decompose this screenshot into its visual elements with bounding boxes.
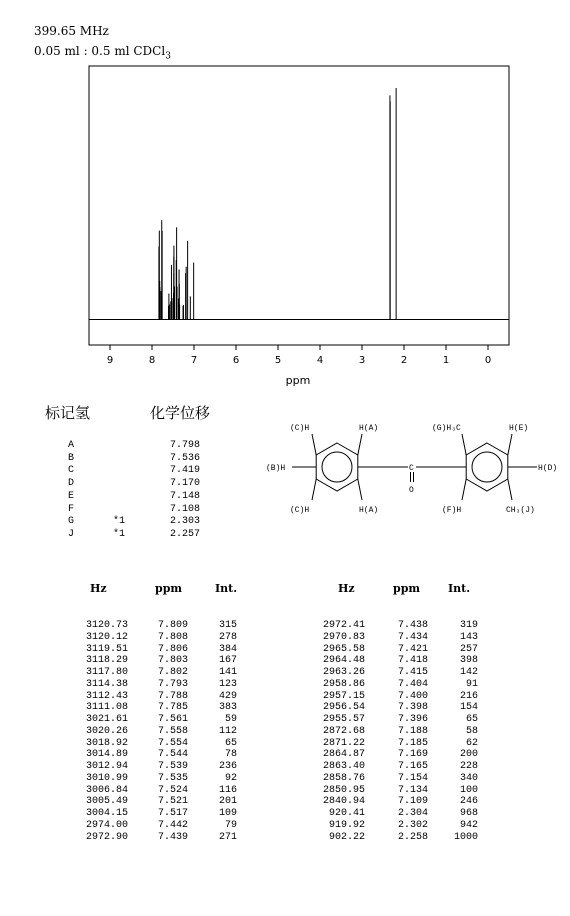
peak-table-cell: 65 xyxy=(224,737,237,749)
assign-shift: 7.419 xyxy=(170,465,201,477)
peak-table-cell: 7.554 xyxy=(157,737,188,749)
carbonyl-oxygen: O xyxy=(409,486,414,495)
peak-table-cell: 92 xyxy=(224,772,237,784)
peak-table-cell: 2872.68 xyxy=(322,725,365,737)
peak-table-cell: 3112.43 xyxy=(85,690,128,702)
right-ring-circle xyxy=(472,452,502,482)
assign-label: A xyxy=(68,440,75,451)
peak-table-right-int-header: Int. xyxy=(448,582,471,595)
peak-group xyxy=(159,88,396,320)
peak-table-cell: 7.803 xyxy=(157,655,188,667)
peak-table-cell: 79 xyxy=(224,819,237,831)
peak-table-cell: 7.109 xyxy=(397,796,428,808)
peak-table-cell: 7.521 xyxy=(157,796,188,808)
peak-table-left-hz-header: Hz xyxy=(90,582,107,595)
peak-table-cell: 58 xyxy=(465,725,478,737)
peak-table-cell: 3006.84 xyxy=(85,784,128,796)
peak-table-right-int xyxy=(440,620,478,843)
peak-table-cell: 2858.76 xyxy=(322,772,365,784)
peak-table-cell: 3120.12 xyxy=(85,631,128,643)
spectrometer-frequency: 399.65 MHz xyxy=(34,24,109,38)
peak-table-cell: 7.438 xyxy=(397,620,428,631)
peak-table-cell: 2964.48 xyxy=(322,655,365,667)
peak-table-cell: 2.304 xyxy=(397,808,428,819)
peak-table-cell: 59 xyxy=(224,714,237,725)
peak-table-cell: 319 xyxy=(459,620,478,631)
peak-table-cell: 2956.54 xyxy=(322,702,365,714)
peak-table-left-hz xyxy=(70,620,128,843)
peak-table-cell: 2965.58 xyxy=(322,643,365,655)
peak-table-cell: 78 xyxy=(224,749,237,761)
peak-table-cell: 2970.83 xyxy=(322,631,365,643)
label-e-top: H(E) xyxy=(509,424,529,433)
peak-table-cell: 902.22 xyxy=(328,831,365,843)
x-tick-label: 3 xyxy=(358,355,366,366)
peak-table-cell: 942 xyxy=(459,819,478,831)
peak-table-cell: 7.544 xyxy=(157,749,188,761)
peak-table-cell: 7.396 xyxy=(397,714,428,725)
peak-table-cell: 398 xyxy=(459,655,478,667)
peak-table-cell: 7.439 xyxy=(157,831,188,843)
assign-shift-header: 化学位移 xyxy=(150,404,211,422)
left-ring-circle xyxy=(322,452,352,482)
peak-table-cell: 1000 xyxy=(453,831,478,843)
peak-table-cell: 3012.94 xyxy=(85,761,128,772)
peak-table-cell: 7.185 xyxy=(397,737,428,749)
peak-table-cell: 3117.80 xyxy=(85,667,128,678)
peak-table-cell: 246 xyxy=(459,796,478,808)
peak-table-cell: 2957.15 xyxy=(322,690,365,702)
x-tick-label: 2 xyxy=(400,355,408,366)
assign-note: *1 xyxy=(113,516,126,528)
peak-table-cell: 3118.29 xyxy=(85,655,128,667)
peak-table-cell: 112 xyxy=(218,725,237,737)
peak-table-cell: 7.169 xyxy=(397,749,428,761)
peak-table-cell: 2864.87 xyxy=(322,749,365,761)
peak-table-cell: 143 xyxy=(459,631,478,643)
peak-table-cell: 7.558 xyxy=(157,725,188,737)
peak-table-cell: 216 xyxy=(459,690,478,702)
peak-table-cell: 384 xyxy=(218,643,237,655)
peak-table-right-ppm xyxy=(385,620,428,843)
peak-table-right-ppm-header: ppm xyxy=(393,582,421,595)
peak-table-cell: 7.134 xyxy=(397,784,428,796)
peak-table-cell: 271 xyxy=(218,831,237,843)
peak-table-cell: 278 xyxy=(218,631,237,643)
peak-table-cell: 7.188 xyxy=(397,725,428,737)
peak-table-cell: 2.258 xyxy=(397,831,428,843)
label-d-right: H(D) xyxy=(538,464,558,473)
peak-table-cell: 3004.15 xyxy=(85,808,128,819)
peak-table-cell: 7.806 xyxy=(157,643,188,655)
peak-table-cell: 2963.26 xyxy=(322,667,365,678)
peak-table-cell: 3020.26 xyxy=(85,725,128,737)
peak-table-right-hz xyxy=(305,620,365,843)
peak-table-cell: 3114.38 xyxy=(85,678,128,690)
peak-table-cell: 257 xyxy=(459,643,478,655)
peak-table-cell: 7.421 xyxy=(397,643,428,655)
peak-table-cell: 7.418 xyxy=(397,655,428,667)
peak-table-cell: 7.561 xyxy=(157,714,188,725)
peak-table-cell: 3119.51 xyxy=(85,643,128,655)
peak-table-cell: 91 xyxy=(465,678,478,690)
peak-table-cell: 2.302 xyxy=(397,819,428,831)
peak-table-cell: 3120.73 xyxy=(85,620,128,631)
peak-table-cell: 3018.92 xyxy=(85,737,128,749)
peak-table-left-int-header: Int. xyxy=(215,582,238,595)
assign-shift: 2.257 xyxy=(170,528,201,540)
peak-table-cell: 200 xyxy=(459,749,478,761)
peak-table-left-ppm-header: ppm xyxy=(155,582,183,595)
peak-table-cell: 920.41 xyxy=(328,808,365,819)
peak-table-cell: 236 xyxy=(218,761,237,772)
assign-label: C xyxy=(68,465,75,477)
x-axis xyxy=(107,345,491,366)
peak-table-cell: 142 xyxy=(459,667,478,678)
x-tick-label: 4 xyxy=(316,355,324,366)
peak-table-cell: 116 xyxy=(218,784,237,796)
peak-table-cell: 7.415 xyxy=(397,667,428,678)
peak-table-cell: 7.400 xyxy=(397,690,428,702)
x-axis-label: ppm xyxy=(285,374,311,387)
assign-label: J xyxy=(68,528,75,540)
peak-table-cell: 7.524 xyxy=(157,784,188,796)
peak-table-cell: 2863.40 xyxy=(322,761,365,772)
label-a-bottom: H(A) xyxy=(359,506,379,515)
peak-table-cell: 2955.57 xyxy=(322,714,365,725)
peak-table-cell: 7.442 xyxy=(157,819,188,831)
peak-table-cell: 2958.86 xyxy=(322,678,365,690)
x-tick-label: 7 xyxy=(190,355,198,366)
peak-table-cell: 7.404 xyxy=(397,678,428,690)
peak-table-cell: 2972.41 xyxy=(322,620,365,631)
label-b-left: (B)H xyxy=(266,464,286,473)
assign-shift: 7.148 xyxy=(170,490,201,502)
label-f-bottom: (F)H xyxy=(442,506,462,515)
peak-table-cell: 7.165 xyxy=(397,761,428,772)
assign-shift: 7.170 xyxy=(170,478,201,490)
peak-table-cell: 100 xyxy=(459,784,478,796)
nmr-spectrum-chart xyxy=(0,0,570,400)
peak-table-cell: 7.788 xyxy=(157,690,188,702)
peak-table-cell: 340 xyxy=(459,772,478,784)
carbonyl-carbon: C xyxy=(409,464,414,473)
assign-shift: 7.536 xyxy=(170,452,201,464)
peak-table-cell: 167 xyxy=(218,655,237,667)
solution-text: 0.05 ml : 0.5 ml CDCl xyxy=(34,44,166,58)
x-tick-label: 5 xyxy=(274,355,282,366)
assign-note: *1 xyxy=(113,528,126,540)
peak-table-cell: 7.785 xyxy=(157,702,188,714)
peak-table-cell: 968 xyxy=(459,808,478,819)
peak-table-cell: 7.539 xyxy=(157,761,188,772)
plot-frame xyxy=(89,66,509,345)
peak-table-cell: 383 xyxy=(218,702,237,714)
x-tick-label: 1 xyxy=(442,355,450,366)
assign-label: E xyxy=(68,490,75,502)
solution-subscript: 3 xyxy=(165,51,171,62)
peak-table-cell: 7.808 xyxy=(157,631,188,643)
peak-table-cell: 141 xyxy=(218,667,237,678)
peak-table-cell: 201 xyxy=(218,796,237,808)
peak-table-cell: 3005.49 xyxy=(85,796,128,808)
assign-label: G xyxy=(68,516,75,528)
label-c-top: (C)H xyxy=(290,424,310,433)
peak-table-cell: 7.535 xyxy=(157,772,188,784)
label-c-bottom: (C)H xyxy=(290,506,310,515)
label-j-ch3: CH₃(J) xyxy=(506,506,535,515)
x-tick-label: 9 xyxy=(106,355,114,366)
peak-table-left-ppm xyxy=(145,620,188,843)
assign-shift: 7.108 xyxy=(170,503,201,515)
assign-label: F xyxy=(68,503,75,515)
peak-table-cell: 7.517 xyxy=(157,808,188,819)
label-a-top: H(A) xyxy=(359,424,379,433)
label-g-ch3: (G)H₃C xyxy=(432,424,461,433)
peak-table-cell: 3021.61 xyxy=(85,714,128,725)
peak-table-cell: 2840.94 xyxy=(322,796,365,808)
assign-shift: 7.798 xyxy=(170,440,201,451)
assign-label-header: 标记氢 xyxy=(45,404,91,422)
peak-table-cell: 3111.08 xyxy=(85,702,128,714)
x-tick-label: 0 xyxy=(484,355,492,366)
peak-table-cell: 7.802 xyxy=(157,667,188,678)
peak-table-right-hz-header: Hz xyxy=(338,582,355,595)
peak-table-cell: 2974.00 xyxy=(85,819,128,831)
assign-label: B xyxy=(68,452,75,464)
peak-table-cell: 154 xyxy=(459,702,478,714)
peak-table-cell: 62 xyxy=(465,737,478,749)
assign-shift: 2.303 xyxy=(170,516,201,528)
peak-table-cell: 65 xyxy=(465,714,478,725)
assign-label: D xyxy=(68,478,75,490)
peak-table-cell: 919.92 xyxy=(328,819,365,831)
molecular-structure xyxy=(262,412,562,522)
peak-table-cell: 429 xyxy=(218,690,237,702)
peak-table-cell: 2850.95 xyxy=(322,784,365,796)
peak-table-cell: 7.434 xyxy=(397,631,428,643)
peak-table-cell: 7.793 xyxy=(157,678,188,690)
peak-table-cell: 2871.22 xyxy=(322,737,365,749)
peak-table-left-int xyxy=(205,620,237,843)
peak-table-cell: 228 xyxy=(459,761,478,772)
x-tick-label: 6 xyxy=(232,355,240,366)
peak-table-cell: 109 xyxy=(218,808,237,819)
peak-table-cell: 3014.89 xyxy=(85,749,128,761)
x-tick-label: 8 xyxy=(148,355,156,366)
peak-table-cell: 7.154 xyxy=(397,772,428,784)
peak-table-cell: 2972.90 xyxy=(85,831,128,843)
peak-table-cell: 315 xyxy=(218,620,237,631)
peak-table-cell: 123 xyxy=(218,678,237,690)
peak-table-cell: 7.398 xyxy=(397,702,428,714)
peak-table-cell: 7.809 xyxy=(157,620,188,631)
peak-table-cell: 3010.99 xyxy=(85,772,128,784)
